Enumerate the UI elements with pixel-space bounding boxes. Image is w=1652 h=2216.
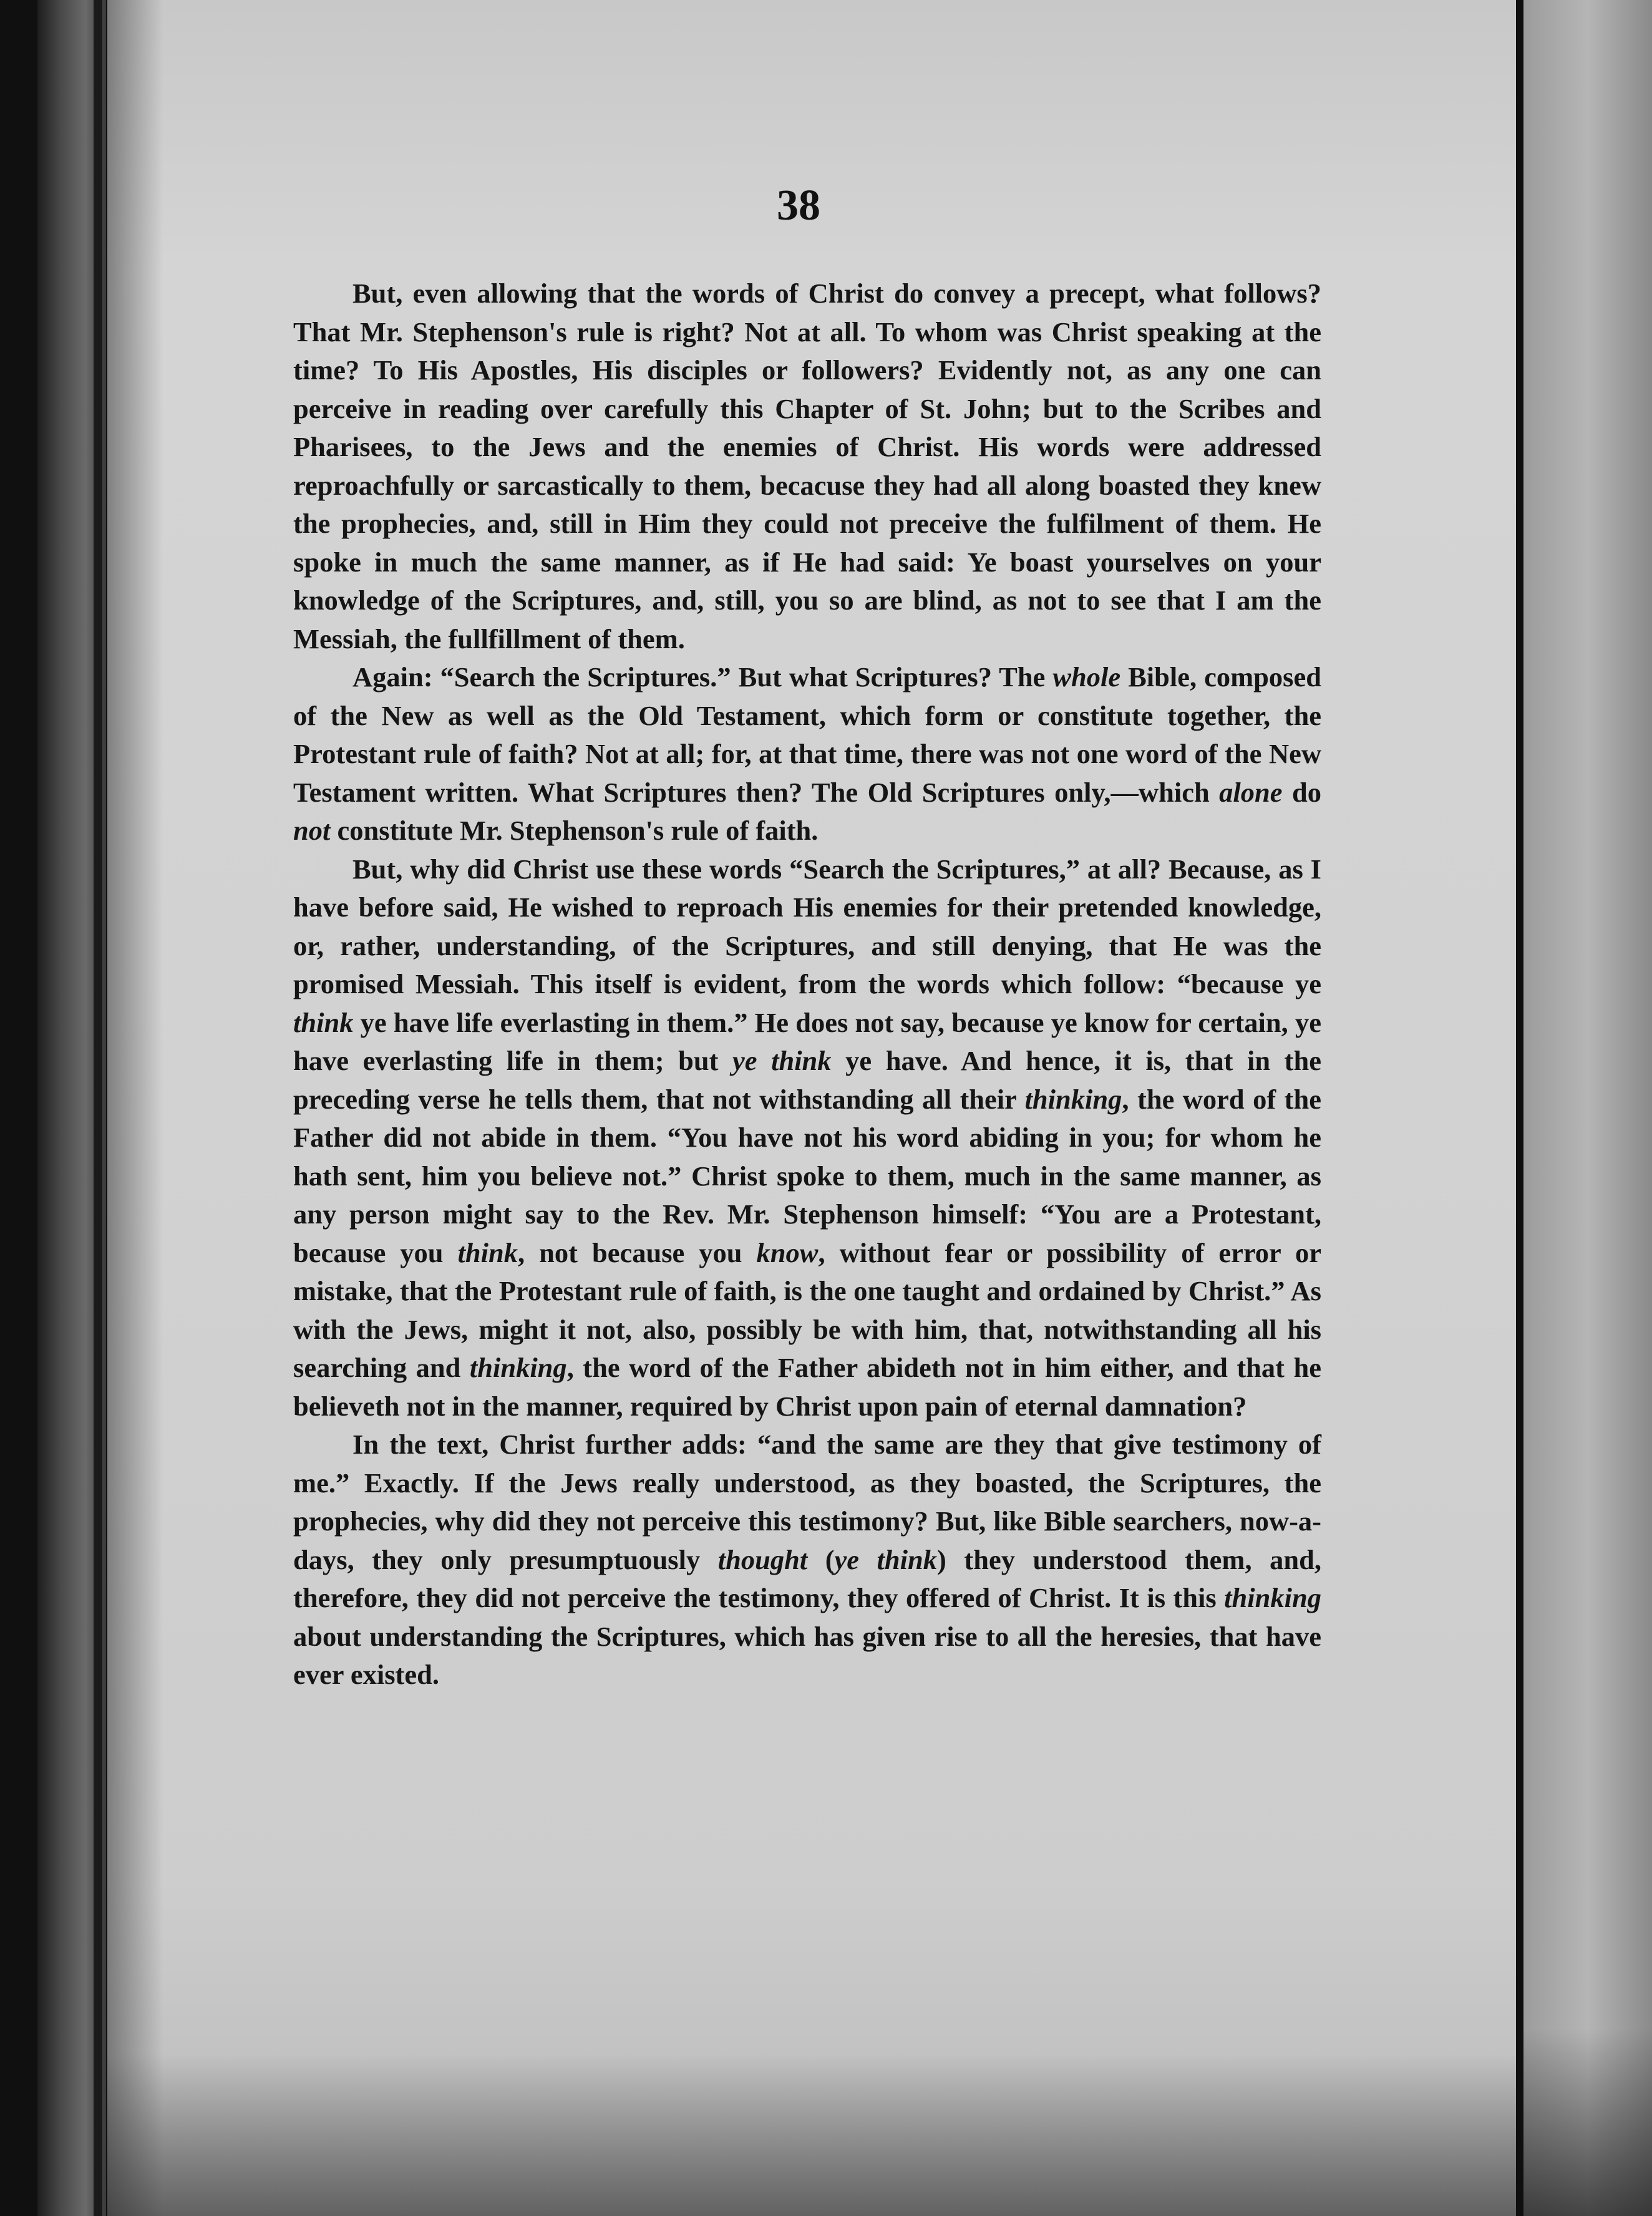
text-run: constitute Mr. Stephenson's rule of faith. [330,815,819,846]
right-page-edge-shadow [1523,2029,1652,2216]
text-run: But, even allowing that the words of Christ do convey a precept, what follows? That Mr. Stephenson's rule is right? Not at all. To whom was Christ speaking at the time? To His Apostles, His disciples or followers? Evidently not, as any one can perceive in reading over carefully this Chapter of St. John; but to the Scribes and Pharisees, to the Jews and the enemies of Christ. His words were addressed reproachfully or sarcastically to them, becacuse they had all along boasted they knew the prophecies, and, still in Him they could not preceive the fulfilment of them. He spoke in much the same manner, as if He had said: Ye boast yourselves on your knowledge of the Scriptures, and, still, you so are blind, as not to see that I am the Messiah, the fullfillment of them. [293,278,1321,654]
italic-text-run: thinking [1224,1582,1321,1613]
italic-text-run: thinking [469,1352,567,1383]
text-run: , without fear or possibility of error or mistake, that the Protestant rule of faith, is the one taught and ordained by Christ.” As with the Jews, might it not, also, possibly be with him, that, notwithstanding all his searching and [293,1237,1321,1383]
left-binding-line [94,0,102,2216]
text-run: ( [807,1543,835,1575]
page-body-text [293,275,1321,1694]
italic-text-run: think [457,1237,518,1268]
italic-text-run: thought [717,1543,808,1575]
text-run: , the word of the Father abideth not in him either, and that he believeth not in the manner, required by Christ upon pain of eternal damnation? [293,1352,1321,1422]
text-run: But, why did Christ use these words “Search the Scriptures,” at all? Because, as I have before said, He wished to reproach His enemies for their pretended knowledge, or, rather, understanding, of the Scriptures, and still denying, that He was the promised Messiah. This itself is evident, from the words which follow: “because ye [293,853,1321,999]
italic-text-run: thinking [1024,1083,1122,1115]
right-binding-line [1516,0,1523,2216]
page-bottom-shadow [107,2054,1516,2216]
italic-text-run: know [756,1237,819,1268]
italic-text-run: think [293,1006,354,1038]
italic-text-run: whole [1052,661,1121,692]
text-run: do [1282,776,1322,808]
text-run: ye have life everlasting in them.” He does not say, because ye know for certain, ye have everlasting life in them; but [293,1006,1321,1076]
italic-text-run: not [293,815,331,846]
text-run: ye have. And hence, it is, that in the preceding verse he tells them, that not withstanding all their [293,1045,1321,1115]
italic-text-run: alone [1219,776,1283,808]
text-run: ) they understood them, and, therefore, they did not perceive the testimony, they offered of Christ. It is this [293,1543,1321,1613]
text-run: about understanding the Scriptures, which has given rise to all the heresies, that have ever existed. [293,1620,1321,1690]
italic-text-run: ye think [834,1543,938,1575]
page-number: 38 [777,182,820,230]
paragraph [293,658,1321,850]
page-left-shadow [107,0,163,2216]
paragraph [293,850,1321,1426]
text-run: , not because you [518,1237,757,1268]
italic-text-run: ye think [732,1045,832,1076]
paragraph [293,1426,1321,1694]
text-run: , the word of the Father did not abide in them. “You have not his word abiding in you; for whom he hath sent, him you believe not.” Christ spoke to them, much in the same manner, as any person might say to the Rev. Mr. Stephenson himself: “You are a Protestant, because you [293,1083,1321,1268]
text-run: In the text, Christ further adds: “and the same are they that give testimony of me.” Exactly. If the Jews really understood, as they boasted, the Scriptures, the prophecies, why did they not perceive this testimony? But, like Bible searchers, now-a-days, they only presumptuously [293,1429,1321,1575]
right-page-edge [1523,0,1652,2216]
paragraph [293,275,1321,658]
text-run: Bible, composed of the New as well as the Old Testament, which form or constitute together, the Protestant rule of faith? Not at all; for, at that time, there was not one word of the New Testament written. What Scriptures then? The Old Scriptures only,—which [293,661,1321,808]
text-run: Again: “Search the Scriptures.” But what Scriptures? The [352,661,1053,692]
